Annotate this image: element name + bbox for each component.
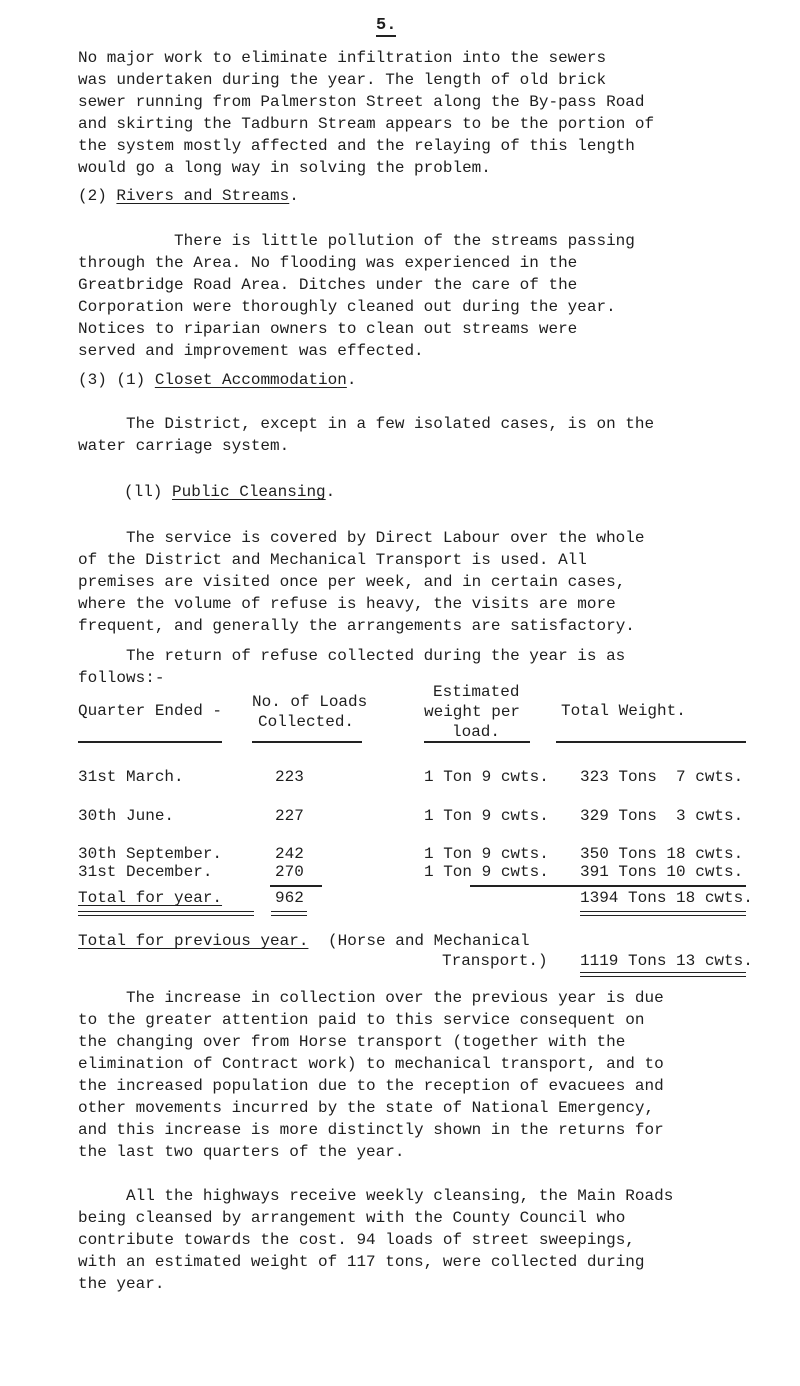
cell-loads: 242 xyxy=(275,845,304,863)
header-rule xyxy=(424,741,530,743)
text-line: the year. xyxy=(78,1275,165,1293)
cell-per-load: 1 Ton 9 cwts. xyxy=(424,768,549,786)
text-line: and this increase is more distinctly shown in the returns for xyxy=(78,1121,664,1139)
header-rule xyxy=(556,741,746,743)
header-loads-1: No. of Loads xyxy=(252,693,368,711)
header-quarter: Quarter Ended - xyxy=(78,702,223,720)
text-line: water carriage system. xyxy=(78,437,290,455)
text-line: All the highways receive weekly cleansing, the Main Roads xyxy=(126,1187,674,1205)
paragraph-highways xyxy=(78,1185,748,1295)
cell-total-weight: 391 Tons 10 cwts. xyxy=(580,863,744,881)
previous-year-note-1: (Horse and Mechanical xyxy=(328,932,530,950)
text-line: The increase in collection over the previous year is due xyxy=(126,989,664,1007)
heading-closet-accommodation xyxy=(78,371,356,389)
text-line: There is little pollution of the streams passing xyxy=(174,232,635,250)
cell-per-load: 1 Ton 9 cwts. xyxy=(424,807,549,825)
text-line: Greatbridge Road Area. Ditches under the care of the xyxy=(78,276,578,294)
total-year-weight: 1394 Tons 18 cwts. xyxy=(580,889,753,907)
text-line: and skirting the Tadburn Stream appears to be the portion of xyxy=(78,115,655,133)
text-block xyxy=(78,1185,748,1295)
cell-per-load: 1 Ton 9 cwts. xyxy=(424,845,549,863)
cell-loads: 223 xyxy=(275,768,304,786)
section-title: Rivers and Streams xyxy=(116,187,290,205)
section-number: (ll) xyxy=(124,483,163,501)
paragraph-public-cleansing xyxy=(78,527,748,637)
text-line: follows:- xyxy=(78,669,165,687)
text-line: frequent, and generally the arrangements are satisfactory. xyxy=(78,617,635,635)
paragraph-rivers xyxy=(78,230,748,362)
paragraph-return-intro xyxy=(78,645,748,689)
section-stop: . xyxy=(289,187,299,205)
section-title: Closet Accommodation xyxy=(154,371,347,389)
text-line: The District, except in a few isolated cases, is on the xyxy=(126,415,655,433)
text-line: would go a long way in solving the problem. xyxy=(78,159,491,177)
text-line: Corporation were thoroughly cleaned out during the year. xyxy=(78,298,616,316)
text-line: the changing over from Horse transport (together with the xyxy=(78,1033,626,1051)
previous-year-total: 1119 Tons 13 cwts. xyxy=(580,952,753,970)
text-line: of the District and Mechanical Transport is used. All xyxy=(78,551,587,569)
sum-rule xyxy=(270,885,322,887)
text-block xyxy=(78,645,748,689)
sum-rule xyxy=(470,885,746,887)
text-block xyxy=(78,47,748,179)
text-line: with an estimated weight of 117 tons, were collected during xyxy=(78,1253,645,1271)
cell-per-load: 1 Ton 9 cwts. xyxy=(424,863,549,881)
text-line: sewer running from Palmerston Street along the By-pass Road xyxy=(78,93,645,111)
text-line: the system mostly affected and the relaying of this length xyxy=(78,137,635,155)
text-line: The service is covered by Direct Labour over the whole xyxy=(126,529,645,547)
cell-loads: 227 xyxy=(275,807,304,825)
section-number: (3) (1) xyxy=(78,371,146,389)
text-line: being cleansed by arrangement with the County Council who xyxy=(78,1209,626,1227)
header-weight-1: Estimated xyxy=(433,683,520,701)
header-weight-2: weight per xyxy=(424,703,521,721)
heading-rivers-streams xyxy=(78,187,299,205)
text-line: where the volume of refuse is heavy, the visits are more xyxy=(78,595,616,613)
cell-quarter: 30th June. xyxy=(78,807,175,825)
text-line: elimination of Contract work) to mechanical transport, and to xyxy=(78,1055,664,1073)
section-title: Public Cleansing xyxy=(172,483,326,501)
text-line: The return of refuse collected during the year is as xyxy=(126,647,626,665)
text-line: served and improvement was effected. xyxy=(78,342,424,360)
cell-total-weight: 350 Tons 18 cwts. xyxy=(580,845,744,863)
total-year-label: Total for year. xyxy=(78,889,223,907)
paragraph-increase xyxy=(78,987,748,1163)
cell-quarter: 30th September. xyxy=(78,845,223,863)
cell-quarter: 31st December. xyxy=(78,863,213,881)
text-line: the last two quarters of the year. xyxy=(78,1143,405,1161)
section-stop: . xyxy=(346,371,357,389)
text-line: other movements incurred by the state of National Emergency, xyxy=(78,1099,655,1117)
section-stop: . xyxy=(325,483,336,501)
page-number: 5. xyxy=(376,16,397,35)
double-rule xyxy=(580,911,746,916)
paragraph-closet xyxy=(78,413,748,457)
text-line: was undertaken during the year. The length of old brick xyxy=(78,71,607,89)
cell-total-weight: 329 Tons 3 cwts. xyxy=(580,807,744,825)
text-line: premises are visited once per week, and in certain cases, xyxy=(78,573,626,591)
text-block xyxy=(78,413,748,457)
text-line: contribute towards the cost. 94 loads of street sweepings, xyxy=(78,1231,635,1249)
cell-loads: 270 xyxy=(275,863,304,881)
header-total: Total Weight. xyxy=(561,702,686,720)
double-rule xyxy=(271,911,307,916)
previous-year-label: Total for previous year. xyxy=(78,932,309,950)
text-line: to the greater attention paid to this service consequent on xyxy=(78,1011,645,1029)
header-rule xyxy=(252,741,362,743)
paragraph-sewers xyxy=(78,47,748,179)
section-number: (2) xyxy=(78,187,107,205)
double-rule xyxy=(580,972,746,977)
double-rule xyxy=(78,911,254,916)
text-line: Notices to riparian owners to clean out streams were xyxy=(78,320,578,338)
text-line: No major work to eliminate infiltration into the sewers xyxy=(78,49,607,67)
text-block xyxy=(78,987,748,1163)
header-weight-3: load. xyxy=(452,723,501,741)
text-block xyxy=(78,230,748,362)
header-loads-2: Collected. xyxy=(258,713,355,731)
header-rule xyxy=(78,741,222,743)
total-year-loads: 962 xyxy=(275,889,304,907)
text-block xyxy=(78,527,748,637)
text-line: through the Area. No flooding was experienced in the xyxy=(78,254,578,272)
text-line: the increased population due to the reception of evacuees and xyxy=(78,1077,664,1095)
previous-year-note-2: Transport.) xyxy=(442,952,548,970)
cell-quarter: 31st March. xyxy=(78,768,184,786)
heading-public-cleansing xyxy=(124,483,335,501)
cell-total-weight: 323 Tons 7 cwts. xyxy=(580,768,744,786)
